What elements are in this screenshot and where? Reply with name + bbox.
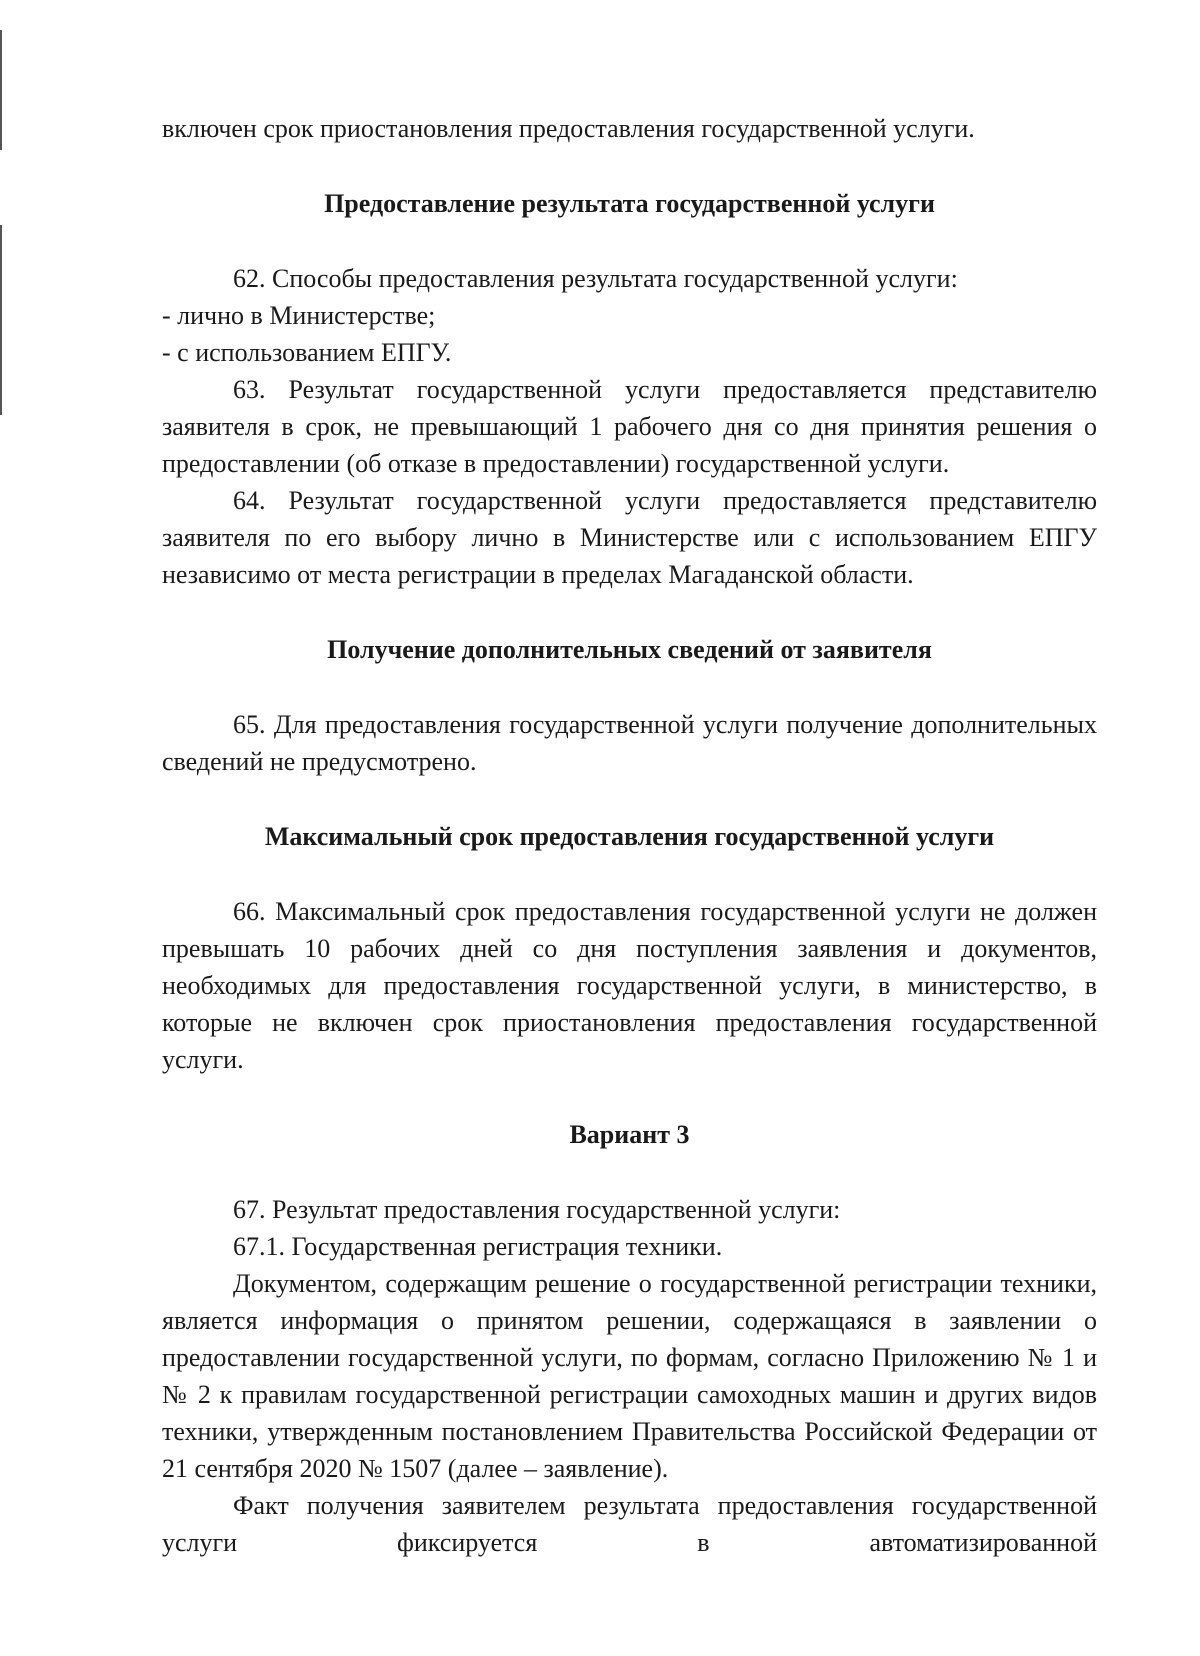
paragraph-document-decision: Документом, содержащим решение о государственной регистрации техники, является информация о принятом решении, содержащаяся в заявлении о предоставлении государственной услуги, по формам, согласно Приложению № 1 и № 2 к правилам государственной регистрации самоходных машин и других видов техники, утвержденным постановлением Правительства Российской Федерации от 21 сентября 2020 № 1507 (далее – заявление).: [162, 1269, 1097, 1483]
heading-result: Предоставление результата государственной услуги: [324, 189, 935, 218]
heading-extra-info: Получение дополнительных сведений от заявителя: [327, 635, 932, 664]
paragraph-66: 66. Максимальный срок предоставления государственной услуги не должен превышать 10 рабочих дней со дня поступления заявления и документов, необходимых для предоставления государственной услуги, в министерство, в которые не включен срок приостановления предоставления государственной услуги.: [162, 897, 1097, 1074]
paragraph-62-item-a: - лично в Министерстве;: [162, 301, 436, 330]
scan-edge-mark: [0, 30, 2, 150]
paragraph-67-1: 67.1. Государственная регистрация техники.: [233, 1232, 723, 1261]
paragraph-64: 64. Результат государственной услуги предоставляется представителю заявителя по его выбору лично в Министерстве или с использованием ЕПГУ независимо от места регистрации в пределах Магаданской области.: [162, 486, 1097, 589]
heading-variant-3: Вариант 3: [569, 1120, 690, 1149]
paragraph-62-item-b: - с использованием ЕПГУ.: [162, 338, 452, 367]
paragraph-65: 65. Для предоставления государственной услуги получение дополнительных сведений не предусмотрено.: [162, 710, 1097, 776]
paragraph-62: 62. Способы предоставления результата государственной услуги:: [233, 264, 958, 293]
paragraph-63: 63. Результат государственной услуги предоставляется представителю заявителя в срок, не превышающий 1 рабочего дня со дня принятия решения о предоставлении (об отказе в предоставлении) государственной услуги.: [162, 375, 1097, 478]
paragraph-67: 67. Результат предоставления государственной услуги:: [233, 1195, 841, 1224]
paragraph-fact: Факт получения заявителем результата предоставления государственной услуги фиксируется в автоматизированной: [162, 1491, 1097, 1557]
heading-max-term: Максимальный срок предоставления государственной услуги: [264, 822, 995, 851]
paragraph-intro: включен срок приостановления предоставления государственной услуги.: [162, 114, 975, 143]
document-body: [162, 110, 1097, 1561]
scan-edge-mark: [0, 225, 2, 415]
